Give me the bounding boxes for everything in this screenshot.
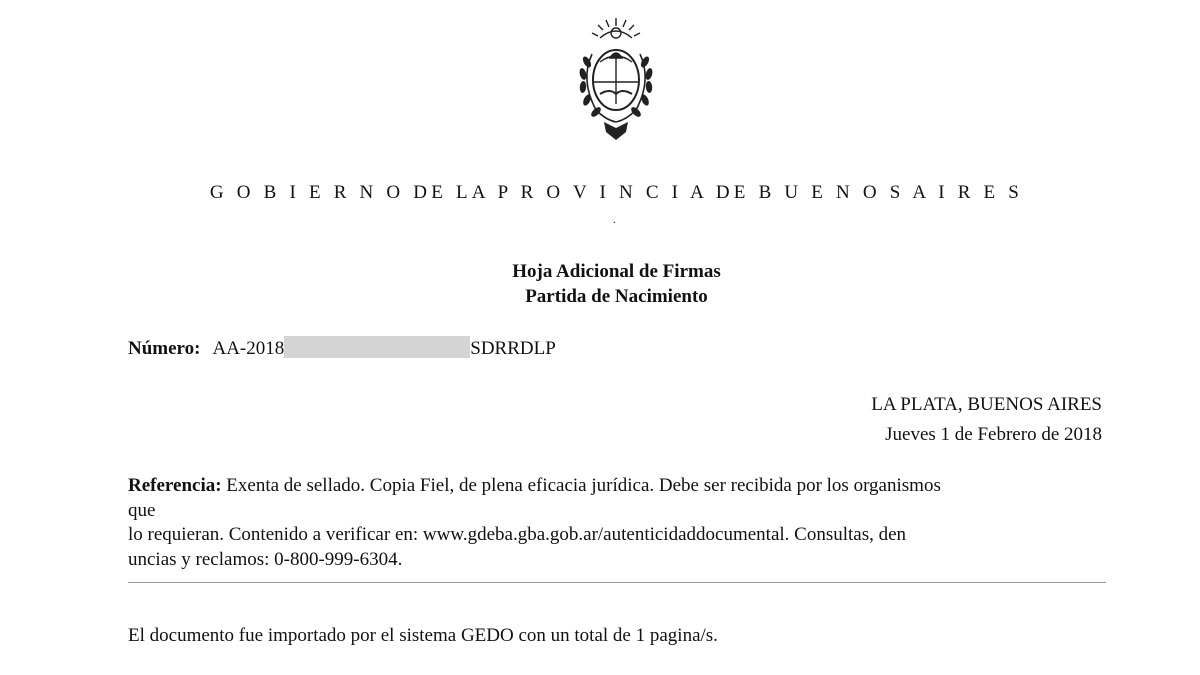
- place-and-date: [871, 390, 1102, 450]
- provincial-coat-of-arms-seal: [570, 14, 662, 142]
- number-suffix: SDRRDLP: [470, 338, 556, 359]
- reference-line-4: uncias y reclamos: 0-800-999-6304.: [128, 548, 403, 570]
- number-label: Número:: [128, 338, 201, 359]
- document-title-line-2: Partida de Nacimiento: [525, 286, 708, 307]
- document-number: [128, 336, 556, 360]
- reference-paragraph: [128, 474, 1108, 572]
- government-heading: G O B I E R N O DE LA P R O V I N C I A DE B U E N O S A I R E S: [209, 182, 1024, 203]
- reference-label: Referencia:: [128, 475, 222, 496]
- reference-line-3: lo requieran. Contenido a verificar en: www.gdeba.gba.gob.ar/autenticidaddocumental. Consultas, den: [128, 524, 907, 545]
- place-city: LA PLATA, BUENOS AIRES: [871, 394, 1102, 415]
- redacted-block: [284, 336, 470, 358]
- document-title: [0, 259, 1200, 309]
- reference-line-1: [128, 474, 1108, 499]
- reference-text-1: Exenta de sellado. Copia Fiel, de plena eficacia jurídica. Debe ser recibida por los organismos: [221, 475, 941, 496]
- heading-dot: .: [613, 212, 616, 226]
- number-prefix: AA-2018: [212, 338, 285, 359]
- document-title-line-1: Hoja Adicional de Firmas: [512, 261, 721, 282]
- place-date: Jueves 1 de Febrero de 2018: [885, 424, 1102, 445]
- divider: [128, 582, 1106, 583]
- reference-line-2: que: [128, 499, 156, 521]
- footer-note: El documento fue importado por el sistema GEDO con un total de 1 pagina/s.: [128, 625, 718, 646]
